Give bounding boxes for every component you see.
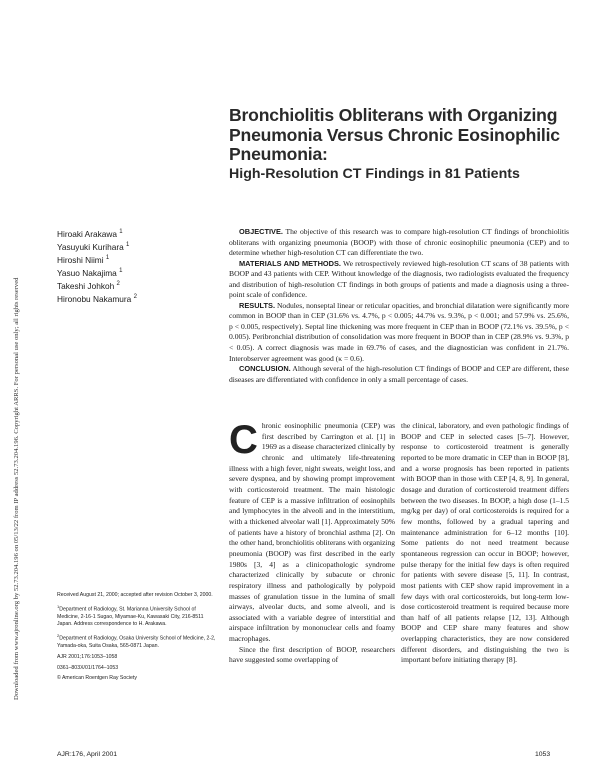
author: Yasuo Nakajima $^1$	[57, 267, 123, 278]
body-paragraph: Since the first description of BOOP, researchers have suggested some overlapping of	[229, 644, 395, 665]
abstract-section: CONCLUSION. Although several of the high-resolution CT findings of BOOP and CEP are different, these diseases are differentiated with confidence in only a small percentage of cases.	[229, 364, 569, 384]
author: Hiroshi Niimi $^1$	[57, 254, 110, 265]
abstract-section: RESULTS. Nodules, nonseptal linear or reticular opacities, and bronchial dilatation were significantly more common in BOOP than in CEP (31.6% vs. 4.7%, p < 0.005; 44.7% vs. 9.3%, p < 0.001; and 57.9% vs. 25.6%, p < 0.005, respectively). Septal line thickening was more frequent in CEP than in BOOP (72.1% vs. 39.5%, p < 0.005). Peribronchial distribution of consolidation was more frequent in BOOP than in CEP (28.9% vs. 9.3%, p < 0.05). A correct diagnosis was made in 69.7% of cases, and the diagnostician was confident in 21.7%. Interobserver agreement was good (κ = 0.6).	[229, 300, 569, 363]
abstract-section: OBJECTIVE. The objective of this research was to compare high-resolution CT findings of bronchiolitis obliterans with organizing pneumonia (BOOP) with those of chronic eosinophilic pneumonia (CEP) and to determine whether high-resolution CT can differentiate the two.	[229, 227, 570, 258]
author: Hironobu Nakamura $^2$	[57, 293, 137, 304]
author: Hiroaki Arakawa $^1$	[57, 228, 123, 239]
affiliation-2: $^2$Department of Radiology, Osaka University School of Medicine, 2-2, Yamada-oka, Suita Osaka, 565-0871 Japan.	[57, 632, 216, 649]
author: Takeshi Johkoh $^2$	[57, 280, 120, 291]
watermark-text: Downloaded from www.ajronline.org by 52.73.204.196 on 05/13/22 from IP address 52.73.204.196. Copyright ARRS. For personal use only; all rights reserved	[13, 277, 20, 700]
affiliation-1: $^1$Department of Radiology, St. Marianna University School of Medicine, 2-16-1 Sugao, Miyamae-Ku, Kawasaki City, 216-8511 Japan. Address correspondence to H. Arakawa.	[57, 603, 204, 628]
copyright: © American Roentgen Ray Society	[57, 675, 137, 682]
body-column-1	[229, 418, 395, 666]
article-notes	[57, 592, 217, 686]
body-paragraph: the clinical, laboratory, and even pathologic findings of BOOP and CEP in selected cases [5–7]. However, response to corticosteroid treatment is generally reported to be more dramatic in CEP than in BOOP [8], and a worse prognosis has been reported in patients with BOOP than in those with CEP [4, 8, 9]. In general, dosage and duration of corticosteroid treatment differs between the two diseases. In BOOP, a high dose (1–1.5 mg/kg per day) of oral corticosteroids is required for a few months, followed by a gradual tapering and maintenance administration for 6–12 months [10]. Some patients do not need treatment because spontaneous regression can occur in BOOP; however, pulse therapy for the initial few days is often required for patients with severe disease [5, 11]. In contrast, most patients with CEP show rapid improvement in a few days with oral corticosteroids, but long-term low-dose corticosteroid treatment is required because more than half of all patients relapse [12, 13]. Although BOOP and CEP share many features and show overlapping characteristics, they are now considered different disorders, and distinguishing the two is important before initiating therapy [8].	[401, 421, 569, 665]
abstract	[229, 227, 569, 385]
page-number: 1053	[535, 751, 551, 758]
citation: AJR 2001;176:1053–1058	[57, 653, 118, 660]
abstract-heading: CONCLUSION.	[239, 364, 291, 374]
body-column-2	[401, 421, 569, 666]
abstract-heading: MATERIALS AND METHODS.	[239, 258, 341, 268]
abstract-heading: RESULTS.	[239, 300, 275, 310]
download-watermark	[2, 60, 20, 700]
abstract-heading: OBJECTIVE.	[239, 227, 283, 236]
received-note: Received August 21, 2000; accepted after revision October 3, 2000.	[57, 592, 213, 598]
issn: 0361–803X/01/1764–1053	[57, 664, 119, 671]
abstract-section: MATERIALS AND METHODS. We retrospectively reviewed high-resolution CT scans of 38 patients with BOOP and 43 patients with CEP. Without knowledge of the diagnosis, two radiologists evaluated the frequency and distribution of high-resolution CT findings in both groups of patients and made a diagnosis using a three-point scale of confidence.	[229, 258, 569, 300]
article-title: Bronchiolitis Obliterans with Organizing Pneumonia Versus Chronic Eosinophilic Pneumonia:	[229, 105, 560, 164]
intro-paragraph: hronic eosinophilic pneumonia (CEP) was first described by Carrington et al. [1] in 1969 as a disease characterized clinically by chronic and ultimately life-threatening illness with a high fever, night sweats, weight loss, and severe dyspnea, and by showing prompt improvement with corticosteroid treatment. The main histologic feature of CEP is a massive infiltration of eosinophils and lymphocytes in the alveoli and in the interstitium, with a thickened alveolar wall [1]. Approximately 50% of patients have a history of bronchial asthma [2]. On the other hand, bronchiolitis obliterans with organizing pneumonia (BOOP) was first described in the early 1980s [3, 4] as a clinicopathologic syndrome characterized clinically by subacute or chronic respiratory illness and pathologically by polypoid masses of granulation tissue in the lumina of small airways, alveolar ducts, and some alveoli, and is associated with a variable degree of interstitial and airspace infiltration by mononuclear cells and foamy macrophages.	[229, 421, 395, 644]
author: Yasuyuki Kurihara $^1$	[57, 241, 130, 252]
article-subtitle: High-Resolution CT Findings in 81 Patients	[229, 166, 520, 182]
journal-footer: AJR:176, April 2001	[57, 751, 118, 758]
author-list	[57, 227, 217, 305]
drop-cap: C	[229, 418, 258, 462]
